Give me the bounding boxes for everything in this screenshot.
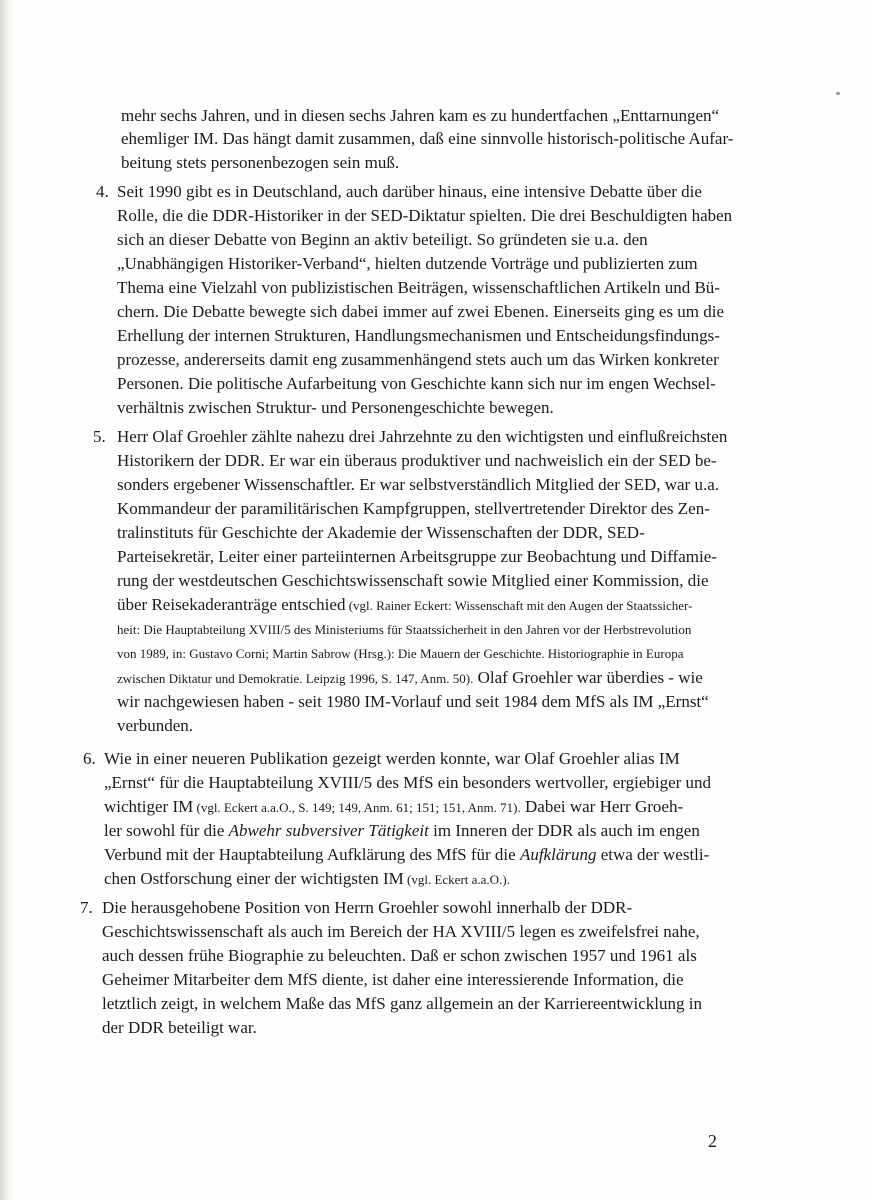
item5-main-text: über Reisekaderanträge entschied [117, 595, 346, 614]
intro-line: mehr sechs Jahren, und in diesen sechs Jahren kam es zu hundertfachen „Enttarnungen“ [121, 106, 720, 125]
item4-line: prozesse, andererseits damit eng zusammenhängend stets auch um das Wirken konkreter [117, 350, 719, 369]
item5-line: rung der westdeutschen Geschichtswissenschaft sowie Mitglied einer Kommission, die [117, 571, 709, 590]
item5-main-text: Olaf Groehler war überdies - wie [473, 668, 703, 687]
item5-line: Herr Olaf Groehler zählte nahezu drei Jahrzehnte zu den wichtigsten und einflußreichsten [117, 427, 728, 446]
item7-line: auch dessen frühe Biographie zu beleuchten. Daß er schon zwischen 1957 und 1961 als [102, 946, 697, 965]
item4-line: Thema eine Vielzahl von publizistischen Beiträgen, wissenschaftlichen Artikeln und Bü- [117, 278, 720, 297]
item5-line-with-citation [117, 666, 703, 690]
item7-line: Geheimer Mitarbeiter dem MfS diente, ist daher eine interessierende Information, die [102, 970, 684, 989]
citation: zwischen Diktatur und Demokratie. Leipzig 1996, S. 147, Anm. 50). [117, 671, 474, 686]
item6-line: „Ernst“ für die Hauptabteilung XVIII/5 des MfS ein besonders wertvoller, ergiebiger und [104, 773, 712, 792]
item6-main-text: ler sowohl für die [104, 821, 229, 840]
item6-line-with-citation [104, 795, 683, 819]
italic-term: Aufklärung [519, 845, 597, 864]
scan-speck [836, 92, 840, 95]
list-number-5: 5. [93, 427, 106, 446]
list-number-6: 6. [83, 749, 96, 768]
item5-line: sonders ergebener Wissenschaftler. Er war selbstverständlich Mitglied der SED, war u.a. [117, 475, 720, 494]
item4-line: Rolle, die die DDR-Historiker in der SED-Diktatur spielten. Die drei Beschuldigten haben [117, 206, 733, 225]
item6-main-text: etwa der westli- [596, 845, 710, 864]
list-number-4: 4. [96, 182, 109, 201]
item7-line: letztlich zeigt, in welchem Maße das MfS ganz allgemein an der Karriereentwicklung in [102, 994, 702, 1013]
item5-line: verbunden. [117, 716, 194, 735]
citation: (vgl. Eckert a.a.O.). [403, 872, 510, 887]
intro-line: beitung stets personenbezogen sein muß. [121, 153, 400, 172]
item6-line-with-citation [104, 867, 510, 891]
citation: (vgl. Rainer Eckert: Wissenschaft mit den Augen der Staatssicher- [345, 598, 693, 613]
item5-line: tralinstituts für Geschichte der Akademie der Wissenschaften der DDR, SED- [117, 523, 645, 542]
item7-line: Die herausgehobene Position von Herrn Groehler sowohl innerhalb der DDR- [102, 898, 633, 917]
item4-line: chern. Die Debatte bewegte sich dabei immer auf zwei Ebenen. Einerseits ging es um die [117, 302, 725, 321]
item6-main-text: Dabei war Herr Groeh- [520, 797, 684, 816]
citation-line: von 1989, in: Gustavo Corni; Martin Sabrow (Hrsg.): Die Mauern der Geschichte. Historiographie in Europa [117, 646, 684, 661]
item5-line: Historikern der DDR. Er war ein überaus produktiver und nachweislich ein der SED be- [117, 451, 717, 470]
intro-line: ehemliger IM. Das hängt damit zusammen, daß eine sinnvolle historisch-politische Aufar- [121, 129, 734, 148]
item5-line-with-citation [117, 593, 692, 617]
item7-line: Geschichtswissenschaft als auch im Bereich der HA XVIII/5 legen es zweifelsfrei nahe, [102, 922, 700, 941]
item4-line: Personen. Die politische Aufarbeitung von Geschichte kann sich nur im engen Wechsel- [117, 374, 716, 393]
item4-line: Erhellung der internen Strukturen, Handlungsmechanismen und Entscheidungsfindungs- [117, 326, 720, 345]
item6-line-with-emphasis [104, 843, 709, 866]
item6-main-text: Verbund mit der Hauptabteilung Aufklärung des MfS für die [104, 845, 520, 864]
item4-line: Seit 1990 gibt es in Deutschland, auch darüber hinaus, eine intensive Debatte über die [117, 182, 702, 201]
item6-main-text: im Inneren der DDR als auch im engen [428, 821, 700, 840]
item6-line-with-emphasis [104, 819, 700, 842]
citation: (vgl. Eckert a.a.O., S. 149; 149, Anm. 61; 151; 151, Anm. 71). [193, 800, 521, 815]
item6-main-text: wichtiger IM [104, 797, 194, 816]
item4-line: verhältnis zwischen Struktur- und Personengeschichte bewegen. [117, 398, 554, 417]
italic-term: Abwehr subversiver Tätigkeit [228, 821, 429, 840]
item5-line: Parteisekretär, Leiter einer parteiinternen Arbeitsgruppe zur Beobachtung und Diffamie- [117, 547, 717, 566]
page-number: 2 [708, 1131, 717, 1151]
item5-line: wir nachgewiesen haben - seit 1980 IM-Vorlauf und seit 1984 dem MfS als IM „Ernst“ [117, 692, 709, 711]
list-number-7: 7. [80, 898, 93, 917]
item4-line: „Unabhängigen Historiker-Verband“, hielten dutzende Vorträge und publizierten zum [117, 254, 698, 273]
item7-line: der DDR beteiligt war. [102, 1018, 257, 1037]
scan-edge-shadow [0, 0, 14, 1200]
item5-line: Kommandeur der paramilitärischen Kampfgruppen, stellvertretender Direktor des Zen- [117, 499, 710, 518]
item6-line: Wie in einer neueren Publikation gezeigt werden konnte, war Olaf Groehler alias IM [104, 749, 680, 768]
item6-main-text: chen Ostforschung einer der wichtigsten IM [104, 869, 404, 888]
citation-line: heit: Die Hauptabteilung XVIII/5 des Ministeriums für Staatssicherheit in den Jahren vor der Herbstrevolution [117, 622, 692, 637]
item4-line: sich an dieser Debatte von Beginn an aktiv beteiligt. So gründeten sie u.a. den [117, 230, 648, 249]
